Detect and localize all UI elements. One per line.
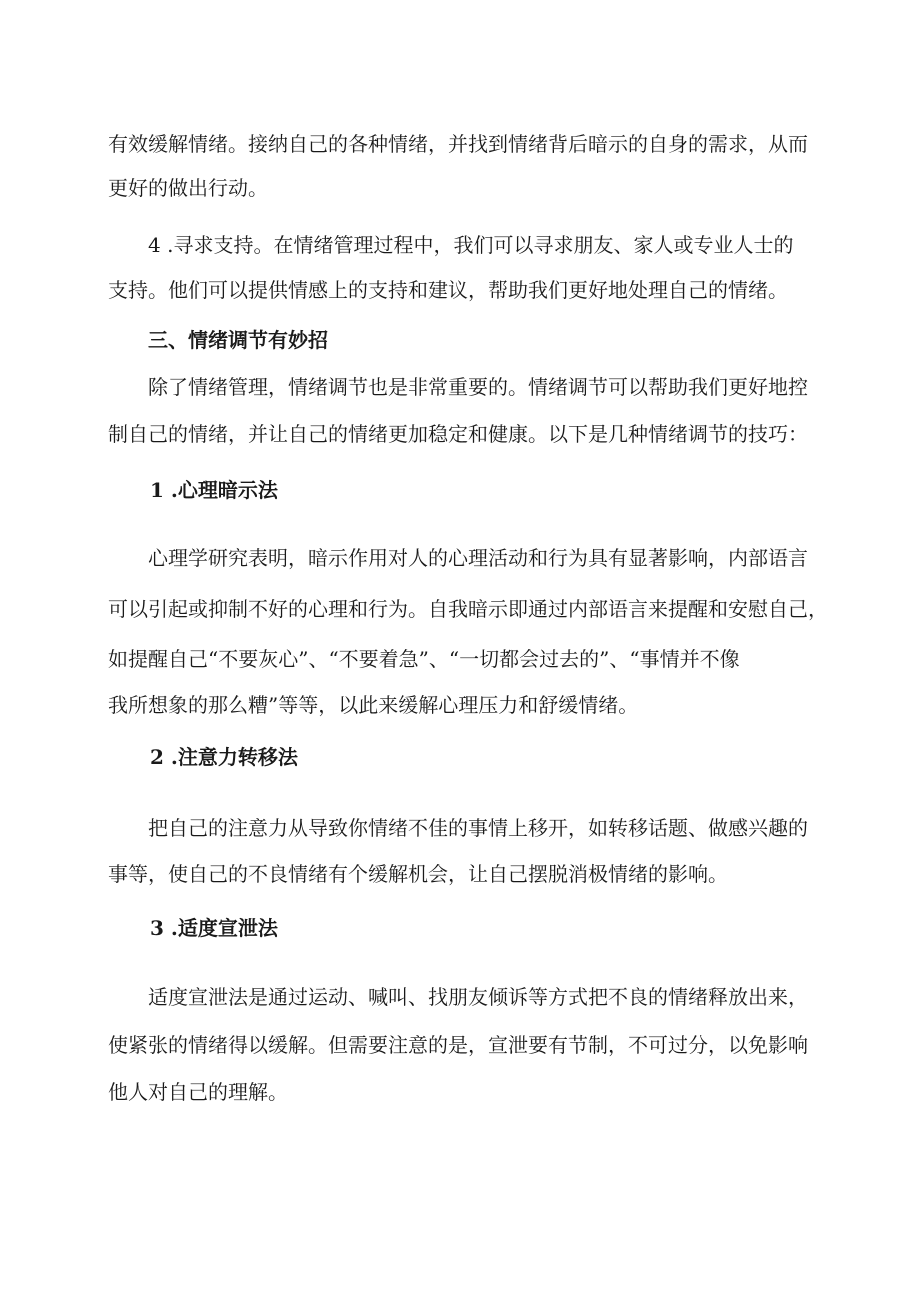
technique-heading-3: 3 .适度宣泄法 [150, 916, 278, 940]
paragraph-line: 有效缓解情绪。接纳自己的各种情绪，并找到情绪背后暗示的自身的需求，从而 [108, 132, 808, 156]
paragraph-line: 我所想象的那么糟”等等，以此来缓解心理压力和舒缓情绪。 [108, 693, 639, 717]
list-item-4-line: 支持。他们可以提供情感上的支持和建议，帮助我们更好地处理自己的情绪。 [108, 278, 788, 302]
paragraph-line: 可以引起或抑制不好的心理和行为。自我暗示即通过内部语言来提醒和安慰自己， [108, 597, 828, 621]
paragraph-line: 适度宣泄法是通过运动、喊叫、找朋友倾诉等方式把不良的情绪释放出来， [148, 985, 808, 1009]
list-item-4-line: 4 .寻求支持。在情绪管理过程中，我们可以寻求朋友、家人或专业人士的 [148, 233, 794, 257]
paragraph-line: 把自己的注意力从导致你情绪不佳的事情上移开，如转移话题、做感兴趣的 [148, 816, 808, 840]
paragraph-line: 他人对自己的理解。 [108, 1080, 288, 1104]
paragraph-line: 制自己的情绪，并让自己的情绪更加稳定和健康。以下是几种情绪调节的技巧： [108, 422, 808, 446]
paragraph-line: 除了情绪管理，情绪调节也是非常重要的。情绪调节可以帮助我们更好地控 [148, 375, 808, 399]
paragraph-line: 更好的做出行动。 [108, 176, 268, 200]
technique-heading-1: 1 .心理暗示法 [150, 478, 278, 502]
section-heading: 三、情绪调节有妙招 [148, 328, 328, 352]
paragraph-line: 事等，使自己的不良情绪有个缓解机会，让自己摆脱消极情绪的影响。 [108, 862, 728, 886]
paragraph-line: 如提醒自己“不要灰心”、“不要着急”、“一切都会过去的”、“事情并不像 [108, 647, 740, 671]
technique-heading-2: 2 .注意力转移法 [150, 745, 298, 769]
paragraph-line: 心理学研究表明，暗示作用对人的心理活动和行为具有显著影响，内部语言 [148, 546, 808, 570]
paragraph-line: 使紧张的情绪得以缓解。但需要注意的是，宣泄要有节制，不可过分，以免影响 [108, 1033, 808, 1057]
